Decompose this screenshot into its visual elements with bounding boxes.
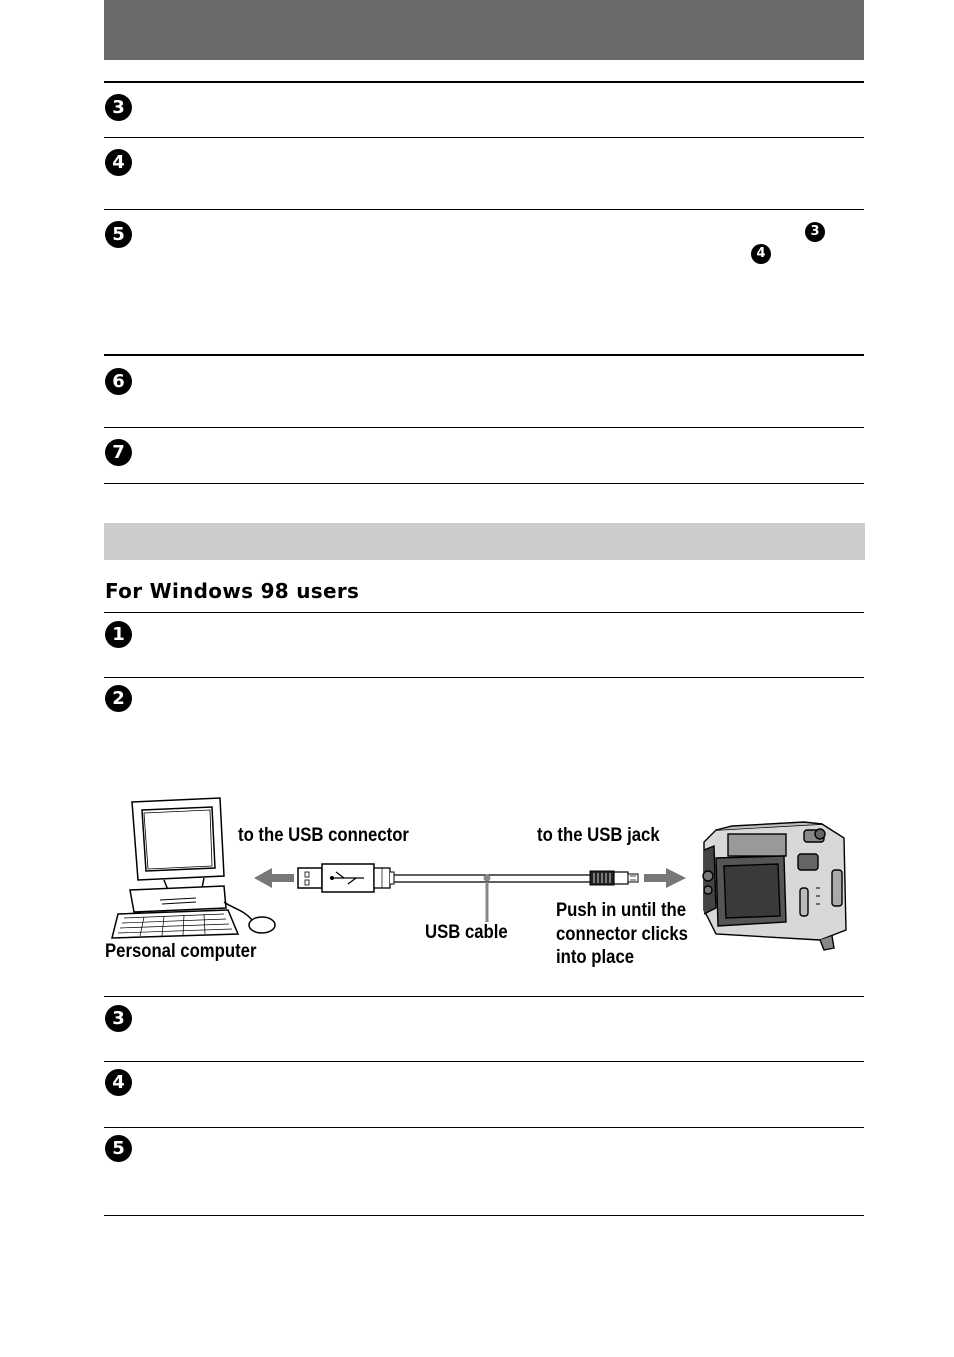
- divider: [104, 1215, 864, 1216]
- push-instruction-line2: connector clicks: [556, 924, 688, 945]
- step-marker-5b: 5: [105, 1135, 132, 1162]
- header-band: [104, 0, 864, 60]
- arrow-right-icon: [644, 868, 686, 888]
- step-marker-5: 5: [105, 221, 132, 248]
- usb-cable-label: USB cable: [425, 922, 508, 943]
- step-marker-1: 1: [105, 621, 132, 648]
- divider: [104, 354, 864, 356]
- push-instruction-line1: Push in until the: [556, 900, 687, 921]
- divider: [104, 137, 864, 138]
- divider: [104, 677, 864, 678]
- divider: [104, 1061, 864, 1062]
- step-marker-4b: 4: [105, 1069, 132, 1096]
- section-band: [104, 523, 865, 560]
- subheading: For Windows 98 users: [105, 579, 360, 603]
- divider: [104, 81, 864, 83]
- step-marker-7: 7: [105, 439, 132, 466]
- arrow-left-icon: [254, 868, 294, 888]
- divider: [104, 209, 864, 210]
- mini-usb-plug-icon: [590, 871, 638, 885]
- step-marker-3b: 3: [105, 1005, 132, 1032]
- usb-plug-icon: [298, 864, 394, 892]
- step-marker-2: 2: [105, 685, 132, 712]
- divider: [104, 612, 864, 613]
- usb-jack-label: to the USB jack: [537, 825, 660, 846]
- step-marker-6: 6: [105, 368, 132, 395]
- step-ref-3: 3: [805, 222, 825, 242]
- step-marker-4: 4: [105, 149, 132, 176]
- divider: [104, 427, 864, 428]
- camera-icon: [703, 822, 846, 950]
- divider: [104, 1127, 864, 1128]
- push-instruction-line3: into place: [556, 947, 635, 968]
- step-ref-4: 4: [751, 244, 771, 264]
- personal-computer-label: Personal computer: [105, 941, 257, 962]
- divider: [104, 996, 864, 997]
- computer-icon: [112, 798, 275, 938]
- divider: [104, 483, 864, 484]
- step-marker-3: 3: [105, 94, 132, 121]
- usb-connector-label: to the USB connector: [238, 825, 409, 846]
